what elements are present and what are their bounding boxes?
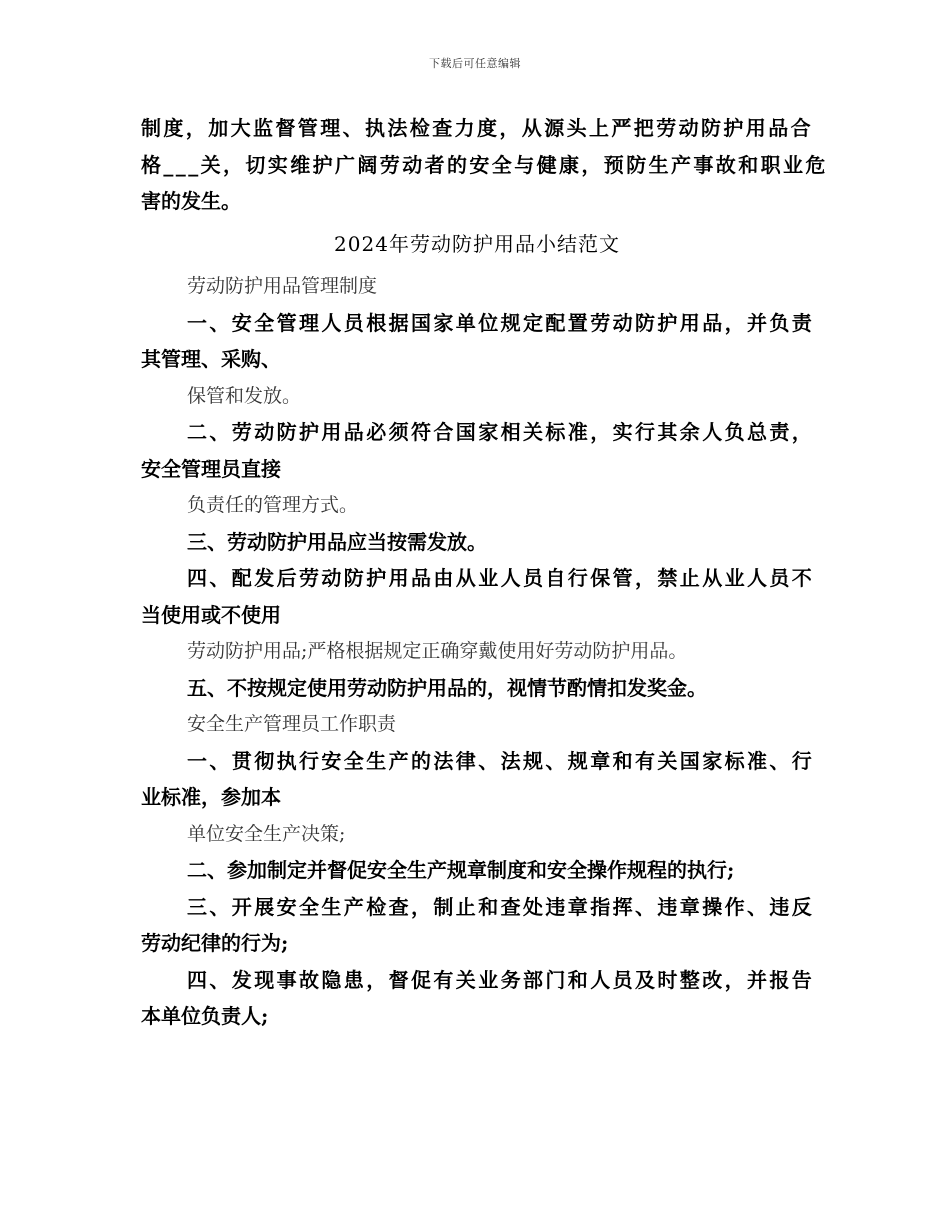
section2-item2: 二、参加制定并督促安全生产规章制度和安全操作规程的执行; [187, 858, 735, 882]
section2-heading: 安全生产管理员工作职责 [187, 713, 397, 735]
section2-item1-line-1: 一、贯彻执行安全生产的法律、法规、规章和有关国家标准、行 [187, 748, 815, 773]
section1-item1-line-2: 其管理、采购、 [141, 347, 281, 371]
section2-item3-line-2: 劳动纪律的行为; [141, 931, 289, 955]
intro-line-3: 害的发生。 [141, 189, 241, 213]
section2-item1-line-3: 单位安全生产决策; [187, 822, 346, 845]
intro-line-1: 制度，加大监督管理、执法检查力度，从源头上严把劳动防护用品合 [141, 116, 813, 140]
document-body [141, 110, 828, 1035]
section2-item4-line-1: 四、发现事故隐患，督促有关业务部门和人员及时整改，并报告 [187, 967, 815, 992]
section2-item3-line-1: 三、开展安全生产检查，制止和查处违章指挥、违章操作、违反 [187, 894, 815, 919]
document-title: 2024年劳动防护用品小结范文 [334, 231, 620, 256]
section1-item2-line-2: 安全管理员直接 [141, 456, 281, 481]
section2-item4-line-2: 本单位负责人; [141, 1004, 269, 1028]
section1-item2-line-3: 负责任的管理方式。 [187, 494, 359, 516]
section2-item1-line-2: 业标准，参加本 [141, 785, 281, 809]
intro-line-2: 格___关，切实维护广阔劳动者的安全与健康，预防生产事故和职业危 [141, 152, 828, 177]
section1-item5: 五、不按规定使用劳动防护用品的，视情节酌情扣发奖金。 [187, 675, 707, 700]
section1-item3: 三、劳动防护用品应当按需发放。 [187, 529, 487, 554]
section1-item4-line-1: 四、配发后劳动防护用品由从业人员自行保管，禁止从业人员不 [187, 566, 815, 590]
header-note: 下载后可任意编辑 [429, 57, 521, 70]
section1-heading: 劳动防护用品管理制度 [187, 275, 378, 297]
section1-item1-line-1: 一、安全管理人员根据国家单位规定配置劳动防护用品，并负责 [187, 310, 815, 335]
section1-item4-line-3: 劳动防护用品;严格根据规定正确穿戴使用好劳动防护用品。 [187, 640, 688, 662]
section1-item1-line-3: 保管和发放。 [187, 384, 302, 407]
section1-item4-line-2: 当使用或不使用 [141, 602, 281, 627]
section1-item2-line-1: 二、劳动防护用品必须符合国家相关标准，实行其余人负总责， [187, 420, 815, 444]
